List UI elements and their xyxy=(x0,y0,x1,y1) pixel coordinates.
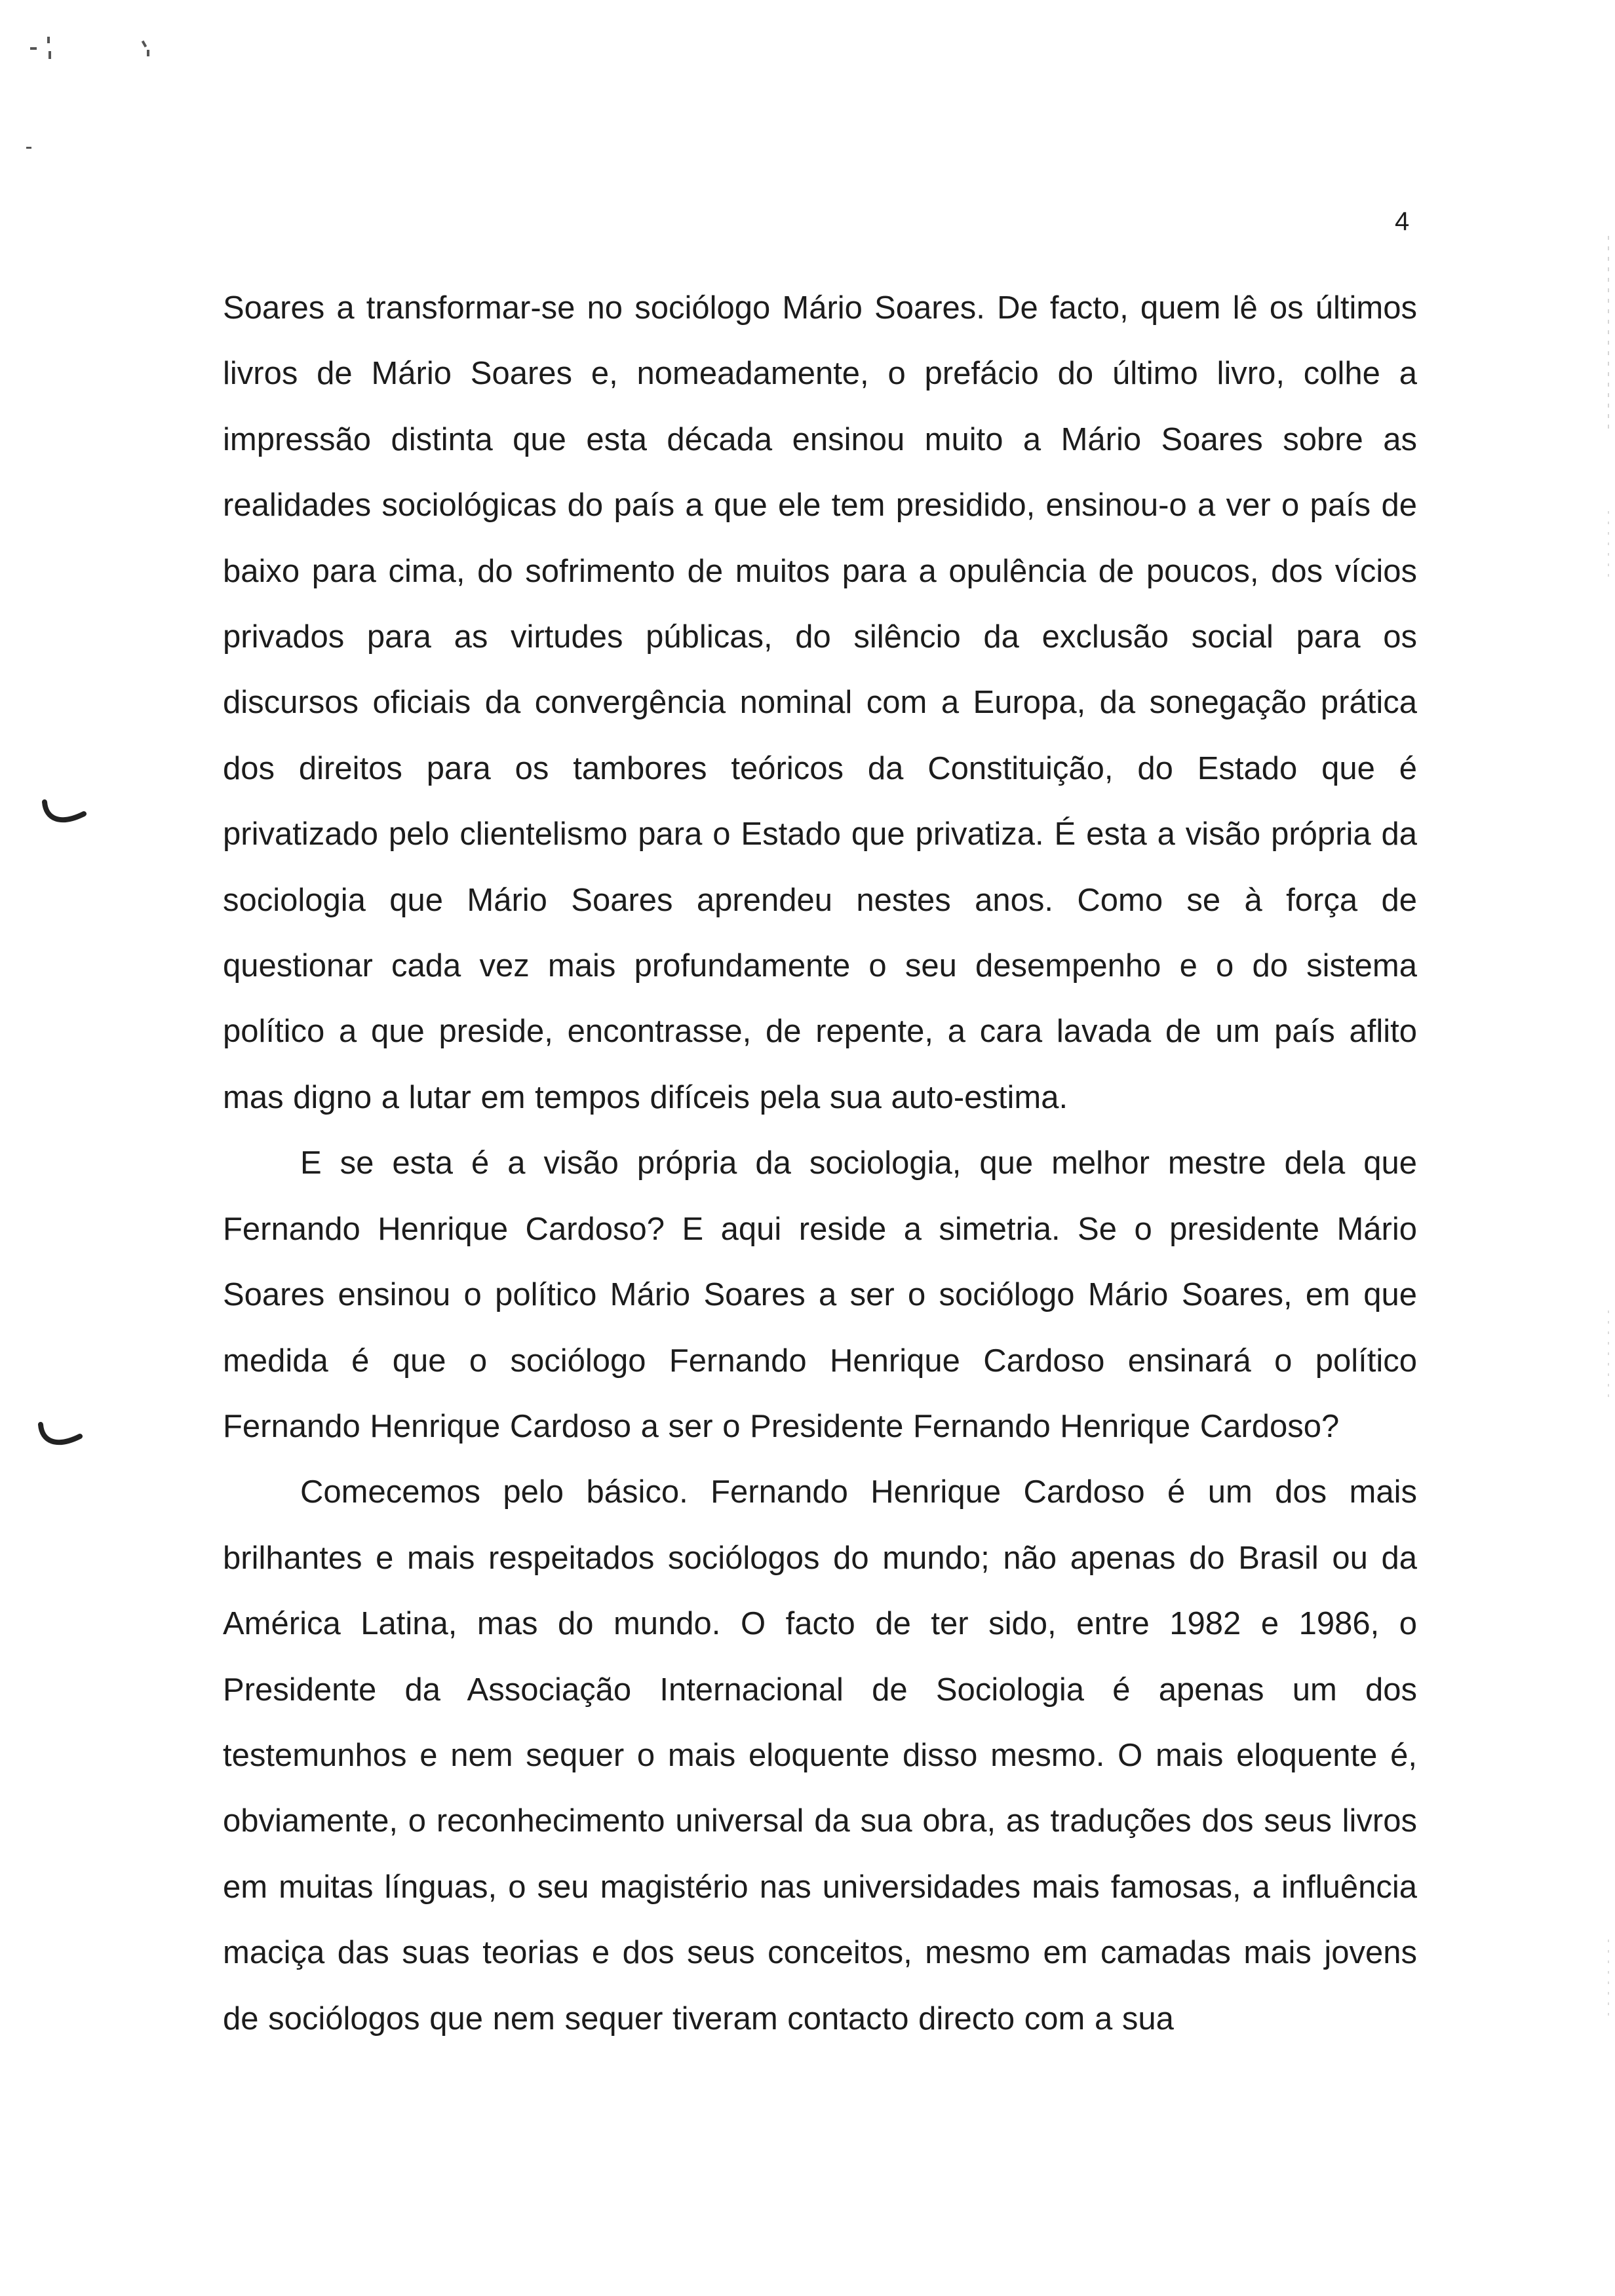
paragraph: Comecemos pelo básico. Fernando Henrique Cardoso é um dos mais brilhantes e mais respeitados sociólogos do mundo; não apenas do Brasil ou da América Latina, mas do mundo. O facto de ter sido, entre 1982 e 1986, o Presidente da Associação Internacional de Sociologia é apenas um dos testemunhos e nem sequer o mais eloquente disso mesmo. O mais eloquente é, obviamente, o reconhecimento universal da sua obra, as traduções dos seus livros em muitas línguas, o seu magistério nas universidades mais famosas, a influência maciça das suas teorias e dos seus conceitos, mesmo em camadas mais jovens de sociólogos que nem sequer tiveram contacto directo com a sua xyxy=(223,1474,1417,2037)
margin-check-mark xyxy=(38,1422,84,1448)
scan-speck xyxy=(49,51,51,59)
scan-edge-lines xyxy=(1607,236,1610,2202)
paragraph: Soares a transformar-se no sociólogo Mário Soares. De facto, quem lê os últimos livros de Mário Soares e, nomeadamente, o prefácio do último livro, colhe a impressão distinta que esta década ensinou muito a Mário Soares sobre as realidades sociológicas do país a que ele tem presidido, ensinou-o a ver o país de baixo para cima, do sofrimento de muitos para a opulência de poucos, dos vícios privados para as virtudes públicas, do silêncio da exclusão social para os discursos oficiais da convergência nominal com a Europa, da sonegação prática dos direitos para os tambores teóricos da Constituição, do Estado que é privatizado pelo clientelismo para o Estado que privatiza. É esta a visão própria da sociologia que Mário Soares aprendeu nestes anos. Como se à força de questionar cada vez mais profundamente o seu desempenho e o do sistema político a que preside, encontrasse, de repente, a cara lavada de um país aflito mas digno a lutar em tempos difíceis pela sua auto-estima. xyxy=(223,290,1417,1115)
scan-speck xyxy=(26,147,31,149)
paragraph: E se esta é a visão própria da sociologia, que melhor mestre dela que Fernando Henrique Cardoso? E aqui reside a simetria. Se o presidente Mário Soares ensinou o político Mário Soares a ser o sociólogo Mário Soares, em que medida é que o sociólogo Fernando Henrique Cardoso ensinará o político Fernando Henrique Cardoso a ser o Presidente Fernando Henrique Cardoso? xyxy=(223,1145,1417,1444)
body-text xyxy=(223,275,1417,2052)
scan-speck xyxy=(47,37,50,43)
page-number: 4 xyxy=(1395,207,1410,236)
scan-speck xyxy=(147,50,149,56)
scan-speck xyxy=(142,41,147,48)
margin-check-mark xyxy=(42,799,88,826)
scan-speck xyxy=(30,47,37,50)
